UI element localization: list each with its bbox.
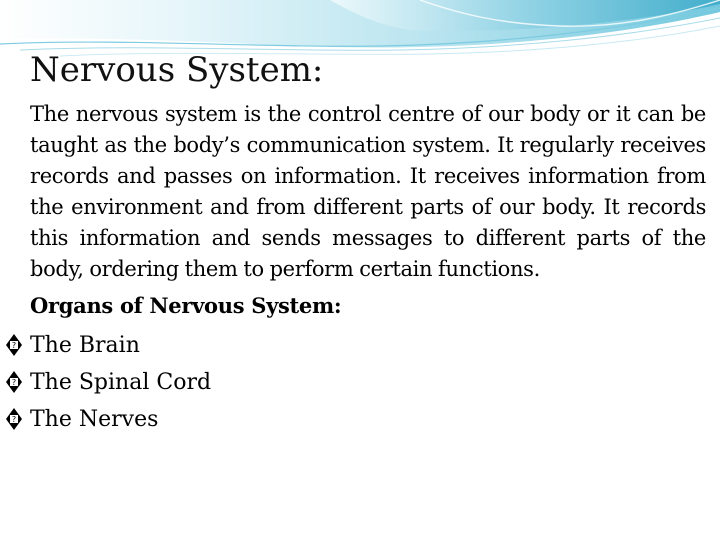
slide-title: Nervous System: [30,50,324,90]
organs-list [11,327,706,438]
organ-label: The Brain [30,333,140,358]
missing-glyph-icon [5,370,23,394]
list-item [11,401,706,438]
svg-text:?: ? [11,341,17,350]
missing-glyph-icon [5,407,23,431]
list-item [11,327,706,364]
organs-heading: Organs of Nervous System: [30,293,342,318]
intro-paragraph: The nervous system is the control centre of our body or it can be taught as the body’s communication system. It regularly receives records and passes on information. It receives information from the environment and from different parts of our body. It records this information and sends messages to different parts of the body, ordering them to perform certain functions. [30,102,706,281]
svg-text:?: ? [11,378,17,387]
organ-label: The Spinal Cord [30,370,212,395]
slide-content [11,99,706,438]
list-item [11,364,706,401]
organ-label: The Nerves [30,407,159,432]
missing-glyph-icon [5,333,23,357]
svg-text:?: ? [11,415,17,424]
